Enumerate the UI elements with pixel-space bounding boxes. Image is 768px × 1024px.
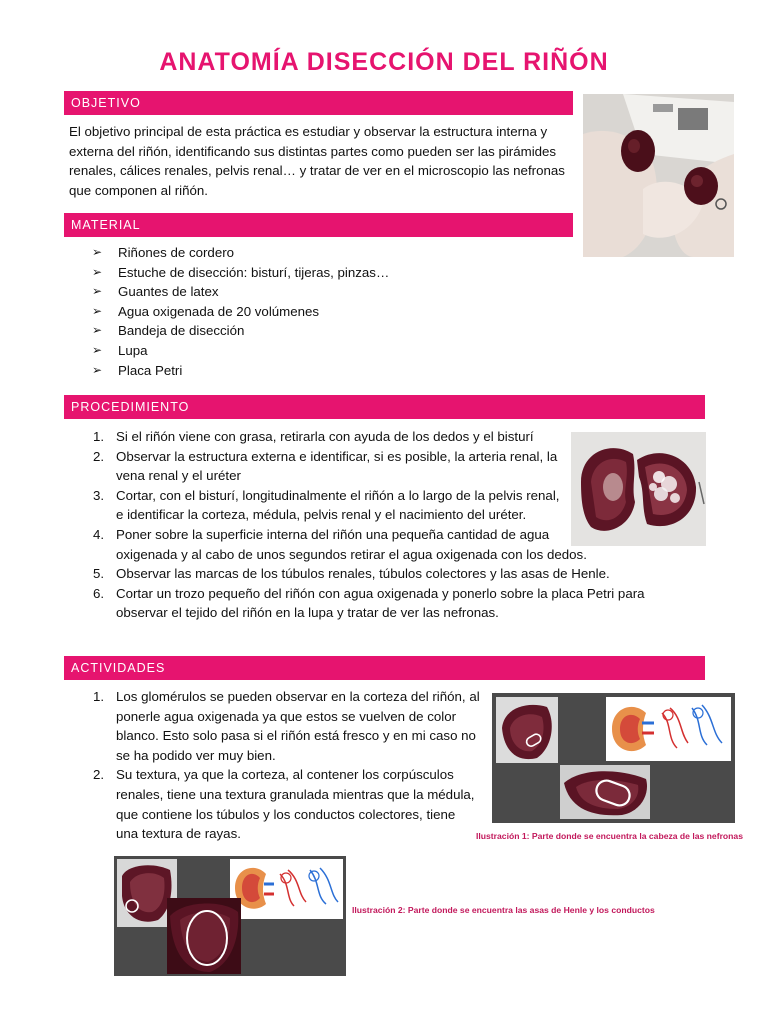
arrow-bullet-icon: ➢: [92, 264, 103, 279]
caption-ilustracion-2: Ilustración 2: Parte donde se encuentra las asas de Henle y los conductos: [352, 905, 655, 915]
list-item: 6. Cortar un trozo pequeño del riñón con agua oxigenada y ponerlo sobre la placa Petri para observar el tejido del riñón en la lupa y tratar de ver las nefronas.: [93, 585, 645, 621]
list-item: ➢ Lupa: [88, 341, 548, 361]
arrow-bullet-icon: ➢: [92, 342, 103, 357]
list-item: 5. Observar las marcas de los túbulos renales, túbulos colectores y las asas de Henle.: [93, 566, 610, 582]
section-heading-objetivo: OBJETIVO: [64, 91, 573, 115]
list-item: 3. Cortar, con el bisturí, longitudinalmente el riñón a lo largo de la pelvis renal, e identificar la corteza, médula, pelvis renal y el nacimiento del uréter.: [93, 487, 560, 523]
list-item: ➢ Riñones de cordero: [88, 243, 548, 263]
page-title: ANATOMÍA DISECCIÓN DEL RIÑÓN: [159, 48, 609, 76]
list-item: ➢ Agua oxigenada de 20 volúmenes: [88, 302, 548, 322]
section-heading-actividades: ACTIVIDADES: [64, 656, 705, 680]
arrow-bullet-icon: ➢: [92, 303, 103, 318]
list-item: 2. Observar la estructura externa e identificar, si es posible, la arteria renal, la vena renal y el uréter: [93, 448, 558, 484]
list-item: ➢ Estuche de disección: bisturí, tijeras, pinzas…: [88, 263, 548, 283]
section-heading-material: MATERIAL: [64, 213, 573, 237]
actividades-list: [91, 687, 481, 844]
arrow-bullet-icon: ➢: [92, 323, 103, 338]
list-item: ➢ Guantes de latex: [88, 282, 548, 302]
list-item: ➢ Bandeja de disección: [88, 321, 548, 341]
arrow-bullet-icon: ➢: [92, 245, 103, 259]
list-item: 4. Poner sobre la superficie interna del riñón una pequeña cantidad de agua oxigenada y al cabo de unos segundos retirar el agua oxigenada con los dedos.: [93, 526, 587, 562]
material-list: [88, 243, 548, 380]
illustration-1-collage: [492, 693, 735, 823]
caption-ilustracion-1: Ilustración 1: Parte donde se encuentra la cabeza de las nefronas: [476, 831, 743, 841]
illustration-2-collage: [114, 856, 346, 976]
list-item: 2. Su textura, ya que la corteza, al contener los corpúsculos renales, tiene una textura granulada mientras que la médula, que contiene los túbulos y los conductos colectores, tiene una textura de rayas.: [93, 767, 475, 842]
list-item: ➢ Placa Petri: [88, 361, 548, 381]
procedimiento-list: [91, 427, 671, 623]
objetivo-text: El objetivo principal de esta práctica es estudiar y observar la estructura interna y externa del riñón, identificando sus distintas partes como pueden ser las pirámides renales, cálices renales, pelvis renal… y tratar de ver en el microscopio las nefronas que componen al riñón.: [69, 124, 565, 198]
section-heading-procedimiento: PROCEDIMIENTO: [64, 395, 705, 419]
list-item: 1. Si el riñón viene con grasa, retirarla con ayuda de los dedos y el bisturí: [93, 429, 534, 444]
arrow-bullet-icon: ➢: [92, 362, 103, 377]
arrow-bullet-icon: ➢: [92, 284, 103, 299]
photo-hands-kidneys: [583, 94, 734, 257]
list-item: 1. Los glomérulos se pueden observar en la corteza del riñón, al ponerle agua oxigenada ya que estos se vuelven de color blanco. Esto solo pasa si el riñón está fresco y en mi caso no se ha podido ver muy bien.: [93, 689, 480, 763]
